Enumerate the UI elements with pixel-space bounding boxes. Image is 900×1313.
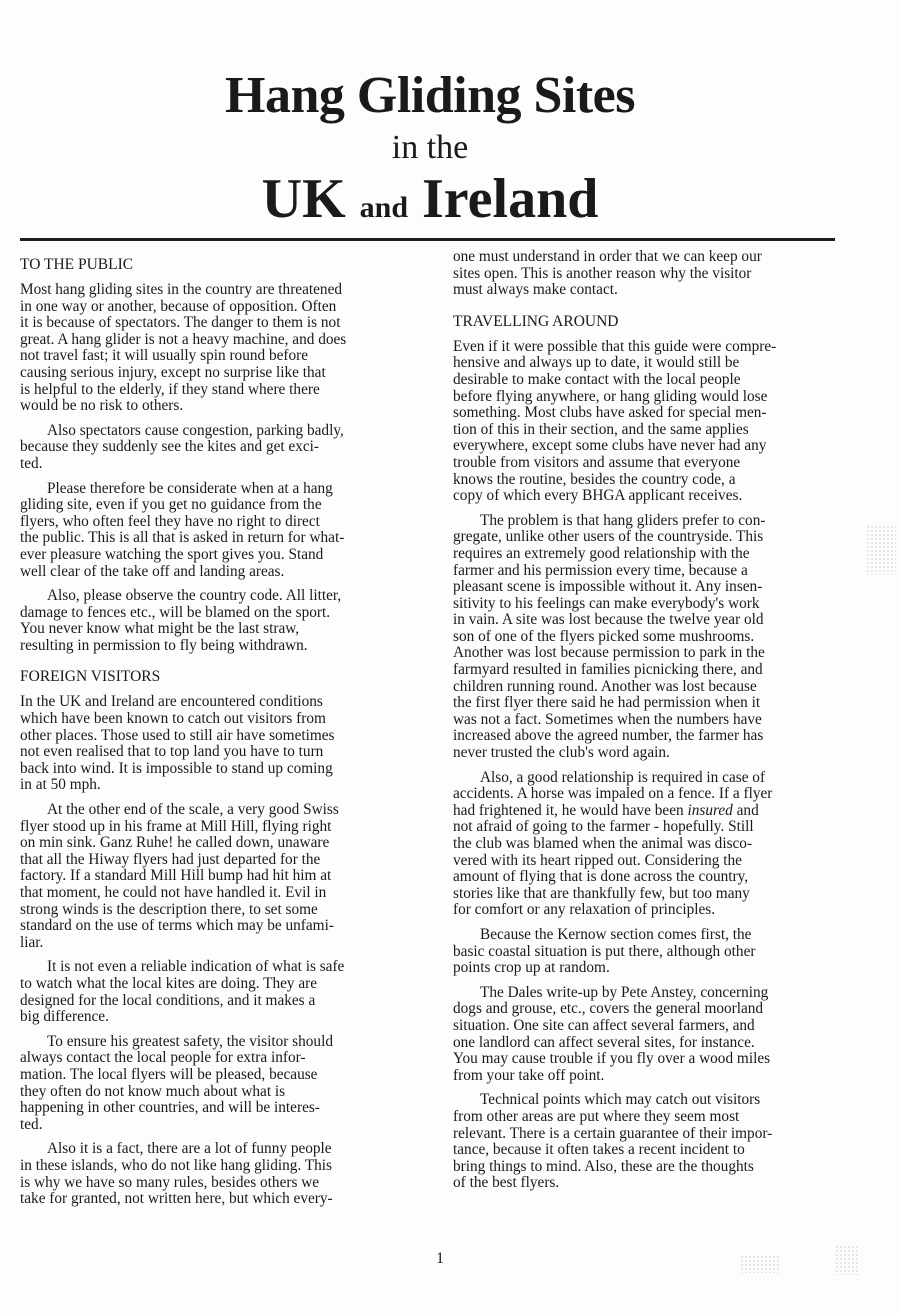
text-line (453, 695, 863, 712)
text-line-content: farmyard resulted in families picnicking there, and (453, 661, 763, 679)
text-line-content: that all the Hiway flyers had just departed for the (20, 850, 321, 868)
text-line-content: Also, a good relationship is required in case of (480, 768, 766, 786)
text-line-content: in vain. A site was lost because the twelve year old (453, 611, 764, 629)
text-line (20, 348, 430, 365)
text-line-content: The problem is that hang gliders prefer to con- (480, 511, 766, 529)
text-line (20, 423, 430, 440)
text-line (20, 315, 430, 332)
text-line (20, 744, 430, 761)
text-line-content: dogs and grouse, etc., covers the general moorland (453, 1000, 764, 1018)
text-line-content: strong winds is the description there, to set some (20, 900, 318, 918)
text-line (20, 1067, 430, 1084)
text-line (453, 266, 863, 283)
text-line-content: never trusted the club's word again. (453, 744, 670, 762)
text-line (20, 588, 430, 605)
text-line (20, 976, 430, 993)
text-line (453, 1051, 863, 1068)
text-line-content: resulting in permission to fly being withdrawn. (20, 636, 308, 654)
text-line (20, 819, 430, 836)
text-line-content: flyer stood up in his frame at Mill Hill, flying right (20, 817, 332, 835)
text-line-content: knows the routine, besides the country code, a (453, 470, 736, 488)
text-line (453, 546, 863, 563)
text-line (453, 819, 863, 836)
text-line (20, 439, 430, 456)
text-line-content: Also, please observe the country code. All litter, (47, 587, 342, 605)
paragraph (453, 985, 863, 1085)
text-line (453, 770, 863, 787)
text-line (453, 596, 863, 613)
paragraph (20, 1034, 430, 1134)
paragraph (453, 249, 863, 299)
paragraph (20, 588, 430, 654)
text-line-content: for comfort or any relaxation of principles. (453, 901, 716, 919)
text-line (453, 612, 863, 629)
text-line-content: is helpful to the elderly, if they stand where there (20, 380, 320, 398)
title-line-2: in the (391, 129, 469, 166)
paragraph (20, 802, 430, 951)
text-line-content: in these islands, who do not like hang gliding. This (20, 1156, 333, 1174)
paragraph (453, 339, 863, 505)
italic-word: insured (687, 801, 733, 819)
text-line-content: Even if it were possible that this guide were compre- (453, 337, 777, 355)
text-line (20, 711, 430, 728)
text-line-content: copy of which every BHGA applicant receives. (453, 487, 743, 505)
text-line (20, 497, 430, 514)
text-line-content: from your take off point. (453, 1066, 605, 1084)
text-line-content: everywhere, except some clubs have never had any (453, 437, 767, 455)
text-line-content: In the UK and Ireland are encountered conditions (20, 693, 323, 711)
paragraph (453, 513, 863, 762)
title-ireland: Ireland (422, 168, 599, 230)
text-line (20, 398, 430, 415)
text-line-content: from other areas are put where they seem most (453, 1107, 740, 1125)
text-line (453, 836, 863, 853)
text-line-content: desirable to make contact with the local people (453, 370, 741, 388)
text-line-content: great. A hang glider is not a heavy machine, and does (20, 330, 347, 348)
text-line-content: You never know what might be the last straw, (20, 620, 300, 638)
text-line-content: It is not even a reliable indication of what is safe (47, 958, 345, 976)
text-line (453, 282, 863, 299)
text-line-content: pleasant scene is impossible without it. Any insen- (453, 578, 763, 596)
text-line-content: tion of this in their section, and the same applies (453, 420, 749, 438)
text-line-content: At the other end of the scale, a very good Swiss (47, 801, 339, 819)
text-line (453, 472, 863, 489)
text-line (20, 299, 430, 316)
text-line (453, 745, 863, 762)
section-heading: FOREIGN VISITORS (20, 668, 161, 686)
text-line (20, 382, 430, 399)
paragraph (20, 481, 430, 581)
title-and: and (359, 191, 409, 224)
text-line (453, 438, 863, 455)
text-line (453, 662, 863, 679)
text-line-content: the club was blamed when the animal was disco- (453, 835, 753, 852)
paragraph (20, 959, 430, 1025)
text-line-content: they often do not know much about what is (20, 1082, 286, 1100)
text-line-content: sites open. This is another reason why the visitor (453, 264, 752, 282)
text-line-content: other places. Those used to still air have sometimes (20, 726, 335, 744)
text-line-content: requires an extremely good relationship with the (453, 544, 750, 562)
text-line-content: son of one of the flyers picked some mushrooms. (453, 627, 755, 645)
text-line (453, 728, 863, 745)
text-line-content: The Dales write-up by Pete Anstey, concerning (480, 983, 769, 1001)
text-line (20, 1141, 430, 1158)
text-line (453, 488, 863, 505)
text-line-content: relevant. There is a certain guarantee of their impor- (453, 1124, 773, 1142)
text-line (453, 513, 863, 530)
text-line (20, 530, 430, 547)
text-line (453, 679, 863, 696)
left-column (20, 256, 430, 1216)
text-line-content: children running round. Another was lost because (453, 677, 757, 695)
text-line (453, 1159, 863, 1176)
text-line-content: mation. The local flyers will be pleased, because (20, 1065, 318, 1083)
text-line (20, 918, 430, 935)
text-line-content: situation. One site can affect several farmers, and (453, 1016, 755, 1034)
text-line (453, 579, 863, 596)
text-line-content: gregate, unlike other users of the countryside. This (453, 528, 764, 546)
text-line (20, 852, 430, 869)
paragraph (453, 770, 863, 919)
text-line-content: well clear of the take off and landing areas. (20, 562, 285, 580)
text-line (20, 935, 430, 952)
text-line-content: because they suddenly see the kites and get exci- (20, 438, 320, 456)
text-line (453, 853, 863, 870)
text-line-content: one landlord can affect several sites, for instance. (453, 1033, 755, 1051)
text-line (453, 803, 863, 820)
text-line (453, 1126, 863, 1143)
text-line (453, 422, 863, 439)
scan-speckle (835, 1245, 860, 1275)
text-line-content: Another was lost because permission to park in the (453, 644, 765, 662)
text-line-content: liar. (20, 933, 44, 951)
right-column (453, 249, 863, 1200)
text-line (20, 835, 430, 852)
text-line (20, 993, 430, 1010)
text-line (453, 529, 863, 546)
text-line-content: one must understand in order that we can keep our (453, 248, 762, 265)
text-line-content: ted. (20, 1115, 43, 1133)
text-line-content: factory. If a standard Mill Hill bump had hit him at (20, 867, 332, 885)
text-line (20, 514, 430, 531)
paragraph (453, 927, 863, 977)
text-line (453, 1092, 863, 1109)
text-line-content: Most hang gliding sites in the country are threatened (20, 281, 343, 298)
text-line-content: had frightened it, he would have been (453, 801, 688, 819)
text-line-content: always contact the local people for extra infor- (20, 1049, 306, 1067)
text-line (20, 1117, 430, 1134)
text-line (20, 1050, 430, 1067)
section-heading: TO THE PUBLIC (20, 256, 134, 273)
text-line-content: something. Most clubs have asked for special men- (453, 404, 767, 422)
text-line-content: before flying anywhere, or hang gliding would lose (453, 387, 768, 405)
text-line (20, 1100, 430, 1117)
text-line-content: tance, because it often takes a recent incident to (453, 1141, 745, 1159)
text-line-content: is why we have so many rules, besides others we (20, 1173, 320, 1191)
text-line-content: bring things to mind. Also, these are the thoughts (453, 1157, 754, 1175)
text-line (20, 605, 430, 622)
paragraph (20, 282, 430, 415)
text-line (20, 1034, 430, 1051)
text-line (20, 282, 430, 299)
text-line-content: hensive and always up to date, it would still be (453, 354, 740, 372)
text-line-content: happening in other countries, and will be interes- (20, 1099, 320, 1117)
text-line (20, 885, 430, 902)
title-rule (20, 238, 835, 241)
text-line (20, 456, 430, 473)
text-line (453, 927, 863, 944)
text-line-content: Because the Kernow section comes first, the (480, 925, 752, 943)
text-line-content: gliding site, even if you get no guidance from the (20, 496, 322, 514)
paragraph (20, 1141, 430, 1207)
section-heading: TRAVELLING AROUND (453, 312, 619, 330)
text-line (20, 1191, 430, 1208)
text-line (453, 1142, 863, 1159)
text-line-content: causing serious injury, except no surprise like that (20, 363, 326, 381)
text-line-content: accidents. A horse was impaled on a fence. If a flyer (453, 785, 773, 803)
text-line (20, 481, 430, 498)
text-line (20, 1158, 430, 1175)
text-line (453, 249, 863, 266)
paragraph (453, 1092, 863, 1192)
text-line (453, 1018, 863, 1035)
text-line (20, 621, 430, 638)
text-line (453, 1068, 863, 1085)
text-line-content: in at 50 mph. (20, 776, 101, 794)
text-line (20, 777, 430, 794)
text-line (20, 959, 430, 976)
text-line (20, 802, 430, 819)
text-line-content: Please therefore be considerate when at a hang (47, 479, 333, 497)
paragraph (20, 423, 430, 473)
text-line-content: ever pleasure watching the sport gives you. Stand (20, 545, 324, 563)
text-line (20, 547, 430, 564)
text-line (20, 1009, 430, 1026)
text-line (20, 332, 430, 349)
scan-speckle (740, 1255, 780, 1273)
text-line (453, 944, 863, 961)
title-uk: UK (261, 168, 346, 230)
text-line-content: which have been known to catch out visitors from (20, 710, 326, 728)
text-line-content: basic coastal situation is put there, although other (453, 942, 756, 960)
text-line (453, 1001, 863, 1018)
text-line (453, 712, 863, 729)
text-line (20, 694, 430, 711)
text-line (453, 405, 863, 422)
text-line-content: of the best flyers. (453, 1174, 560, 1192)
text-line (453, 389, 863, 406)
text-line (453, 355, 863, 372)
text-line (20, 728, 430, 745)
text-line (20, 1175, 430, 1192)
text-line-content: not even realised that to top land you have to turn (20, 743, 324, 761)
text-line (453, 645, 863, 662)
text-line-content: back into wind. It is impossible to stand up coming (20, 759, 333, 777)
text-line-content: the first flyer there said he had permission when it (453, 694, 761, 712)
text-line-content: flyers, who often feel they have no right to direct (20, 512, 320, 530)
text-line-content: amount of flying that is done across the country, (453, 868, 749, 886)
text-line-content: big difference. (20, 1008, 109, 1026)
text-line (20, 638, 430, 655)
text-after-italic: and (732, 801, 759, 819)
scan-speckle (866, 525, 896, 575)
text-line-content: vered with its heart ripped out. Considering the (453, 851, 742, 869)
text-line (453, 886, 863, 903)
text-line-content: take for granted, not written here, but which every- (20, 1190, 333, 1208)
text-line-content: ted. (20, 454, 43, 472)
text-line-content: that moment, he could not have handled it. Evil in (20, 884, 327, 901)
text-line (453, 563, 863, 580)
text-line-content: sitivity to his feelings can make everybody's work (453, 594, 760, 612)
text-line-content: would be no risk to others. (20, 397, 184, 415)
text-line (453, 455, 863, 472)
text-line (453, 1109, 863, 1126)
text-line-content: Also it is a fact, there are a lot of funny people (47, 1140, 332, 1158)
text-line (20, 868, 430, 885)
text-line (453, 869, 863, 886)
text-line (453, 372, 863, 389)
text-line-content: Technical points which may catch out visitors (480, 1091, 761, 1109)
text-line-content: must always make contact. (453, 281, 618, 299)
title-line-1: Hang Gliding Sites (225, 67, 635, 124)
paragraph (20, 694, 430, 794)
text-line-content: was not a fact. Sometimes when the numbers have (453, 710, 762, 728)
title-line-3 (230, 166, 630, 241)
text-line (20, 761, 430, 778)
text-line-content: the public. This is all that is asked in return for what- (20, 529, 345, 547)
text-line-content: trouble from visitors and assume that everyone (453, 453, 741, 471)
text-line-content: it is because of spectators. The danger to them is not (20, 314, 341, 332)
text-line-content: To ensure his greatest safety, the visitor should (47, 1032, 333, 1050)
text-line-content: damage to fences etc., will be blamed on the sport. (20, 603, 331, 621)
text-line (453, 960, 863, 977)
text-line (453, 985, 863, 1002)
text-line-content: not afraid of going to the farmer - hopefully. Still (453, 818, 754, 836)
text-line (20, 365, 430, 382)
text-line-content: increased above the agreed number, the farmer has (453, 727, 764, 745)
text-line-content: You may cause trouble if you fly over a wood miles (453, 1050, 771, 1068)
text-line-content: in one way or another, because of opposition. Often (20, 297, 337, 315)
text-line-content: stories like that are thankfully few, but too many (453, 884, 750, 902)
text-line (453, 629, 863, 646)
text-line (20, 1084, 430, 1101)
text-line-content: not travel fast; it will usually spin round before (20, 347, 309, 365)
text-line (453, 339, 863, 356)
text-line (20, 564, 430, 581)
text-line-content: designed for the local conditions, and it makes a (20, 991, 316, 1009)
text-line-content: standard on the use of terms which may be unfami- (20, 917, 334, 935)
text-line (453, 1175, 863, 1192)
text-line (453, 902, 863, 919)
text-line-content: Also spectators cause congestion, parking badly, (47, 421, 344, 439)
text-line-content: points crop up at random. (453, 959, 610, 977)
text-line (453, 1035, 863, 1052)
text-line (453, 786, 863, 803)
text-line-content: on min sink. Ganz Ruhe! he called down, unaware (20, 834, 330, 852)
text-line-content: farmer and his permission every time, because a (453, 561, 748, 579)
text-line (20, 902, 430, 919)
text-line-content: to watch what the local kites are doing. They are (20, 974, 318, 992)
page-number: 1 (436, 1250, 444, 1267)
